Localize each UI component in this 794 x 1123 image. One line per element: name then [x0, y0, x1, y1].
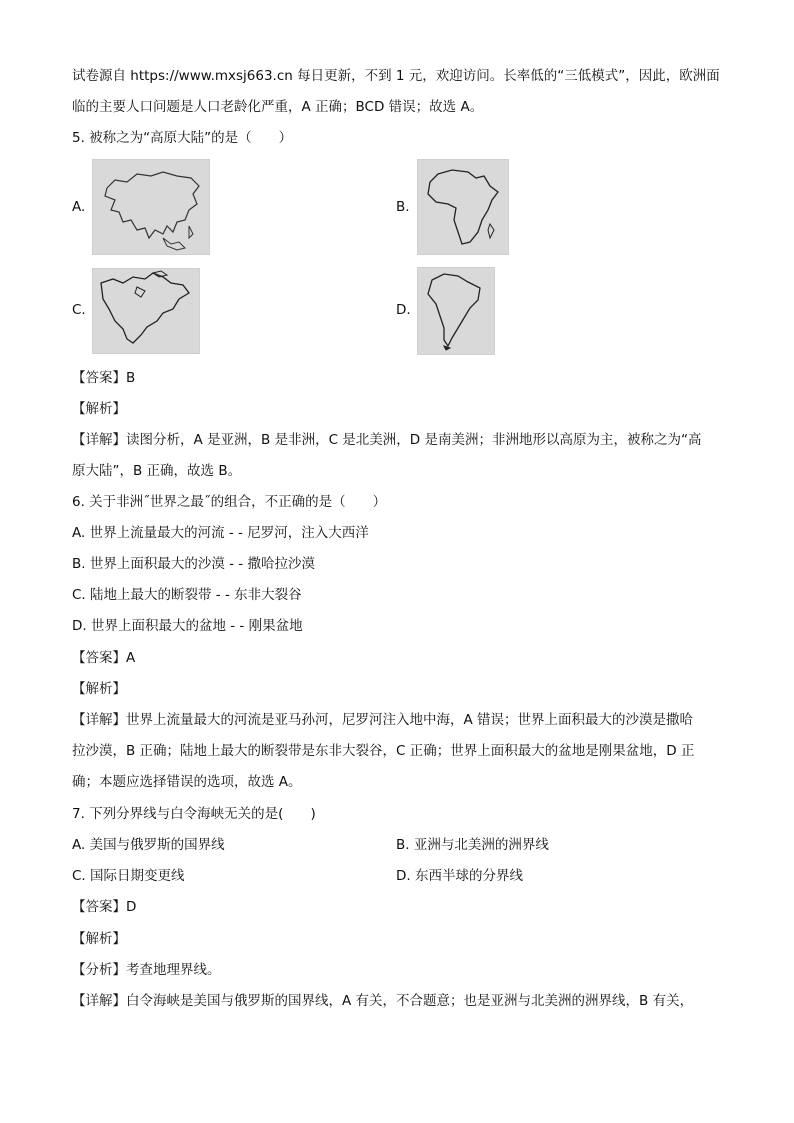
- q6-analysis-label: 【解析】: [72, 681, 126, 697]
- q7-option-d: D. 东西半球的分界线: [396, 868, 523, 884]
- q7-stem: 7. 下列分界线与白令海峡无关的是( ): [72, 806, 316, 822]
- asia-map-image: [92, 159, 210, 255]
- north-america-map-image: [92, 268, 200, 354]
- q5-stem: 5. 被称之为“高原大陆”的是（ ）: [72, 130, 293, 146]
- q7-option-c: C. 国际日期变更线: [72, 868, 185, 884]
- q7-option-a: A. 美国与俄罗斯的国界线: [72, 837, 225, 853]
- header-line-1: 试卷源自 https://www.mxsj663.cn 每日更新，不到 1 元，欢迎访问。长率低的“三低模式”，因此，欧洲面: [72, 68, 720, 84]
- q7-detail-line-1: 【详解】白令海峡是美国与俄罗斯的国界线，A 有关，不合题意；也是亚洲与北美洲的洲界线，B 有关，: [72, 993, 694, 1009]
- q5-option-c-letter: C.: [72, 302, 86, 318]
- asia-outline-icon: [93, 160, 209, 254]
- africa-outline-icon: [418, 160, 508, 254]
- q6-detail-line-2: 拉沙漠，B 正确；陆地上最大的断裂带是东非大裂谷，C 正确；世界上面积最大的盆地是刚果盆地，D 正: [72, 743, 695, 759]
- north-america-outline-icon: [93, 269, 199, 353]
- south-america-outline-icon: [418, 268, 494, 354]
- africa-map-image: [417, 159, 509, 255]
- q5-option-a-letter: A.: [72, 199, 86, 215]
- q6-detail-line-1: 【详解】世界上流量最大的河流是亚马孙河，尼罗河注入地中海，A 错误；世界上面积最大的沙漠是撒哈: [72, 712, 694, 728]
- q5-analysis-label: 【解析】: [72, 401, 126, 417]
- q5-detail-line-2: 原大陆”，B 正确，故选 B。: [72, 463, 242, 479]
- q6-detail-line-3: 确；本题应选择错误的选项，故选 A。: [72, 774, 302, 790]
- q7-option-b: B. 亚洲与北美洲的洲界线: [396, 837, 549, 853]
- q5-detail-line-1: 【详解】读图分析，A 是亚洲，B 是非洲，C 是北美洲，D 是南美洲；非洲地形以高原为主，被称之为“高: [72, 432, 702, 448]
- south-america-map-image: [417, 267, 495, 355]
- header-line-2: 临的主要人口问题是人口老龄化严重，A 正确；BCD 错误；故选 A。: [72, 99, 484, 115]
- q6-answer: 【答案】A: [72, 650, 136, 666]
- q6-stem: 6. 关于非洲˝世界之最˝的组合，不正确的是（ ）: [72, 494, 387, 510]
- q6-option-a: A. 世界上流量最大的河流 - - 尼罗河，注入大西洋: [72, 525, 369, 541]
- q7-analysis-label: 【解析】: [72, 931, 126, 947]
- q5-option-d-letter: D.: [396, 302, 411, 318]
- q6-option-c: C. 陆地上最大的断裂带 - - 东非大裂谷: [72, 587, 302, 603]
- q6-option-d: D. 世界上面积最大的盆地 - - 刚果盆地: [72, 618, 303, 634]
- q5-answer: 【答案】B: [72, 370, 136, 386]
- q7-fenxi: 【分析】考查地理界线。: [72, 962, 221, 978]
- q5-option-b-letter: B.: [396, 199, 410, 215]
- q6-option-b: B. 世界上面积最大的沙漠 - - 撒哈拉沙漠: [72, 556, 315, 572]
- q7-answer: 【答案】D: [72, 899, 137, 915]
